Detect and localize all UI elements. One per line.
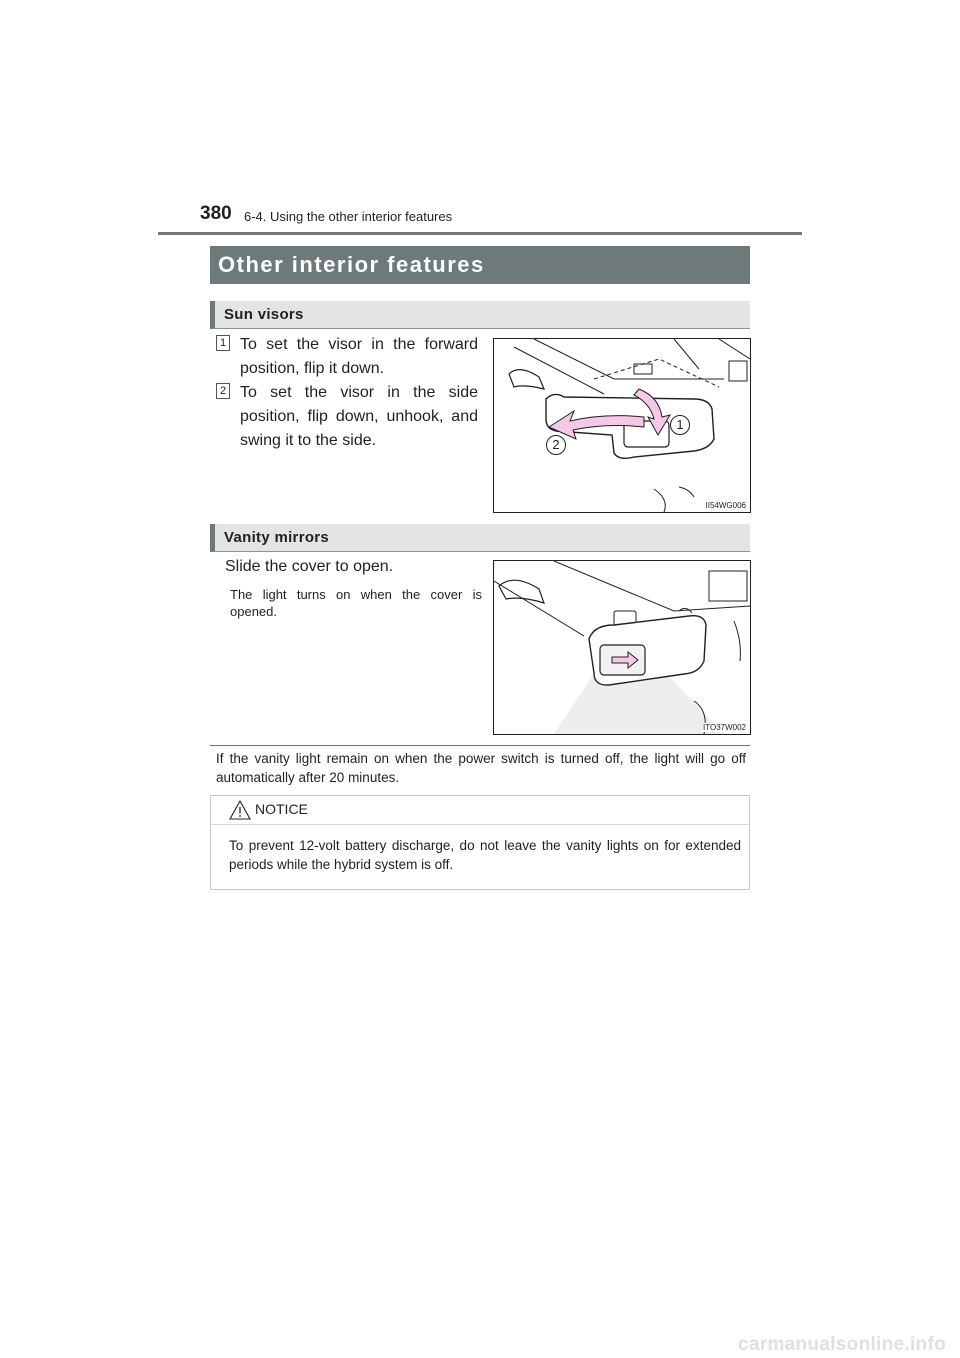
step-number-2: 2 [216, 383, 230, 399]
vanity-mirror-illustration [493, 560, 751, 735]
sun-visor-step-1 [216, 333, 478, 381]
header-divider [158, 232, 802, 235]
notice-title: NOTICE [255, 801, 308, 817]
notice-body: To prevent 12-volt battery discharge, do not leave the vanity lights on for extended periods while the hybrid system is off. [229, 838, 741, 872]
vanity-instruction: Slide the cover to open. [225, 558, 394, 575]
page-title: Other interior features [210, 246, 750, 284]
notice-box [210, 795, 750, 890]
notice-header [211, 796, 749, 825]
figure-code: ITO37W002 [703, 723, 746, 732]
note-divider [210, 745, 750, 746]
watermark: carmanualsonline.info [738, 1334, 946, 1355]
sun-visor-drawing [494, 339, 750, 512]
sun-visors-heading: Sun visors [210, 301, 750, 329]
step-text-1: To set the visor in the forward position, flip it down. [240, 336, 478, 377]
callout-2: 2 [546, 435, 566, 455]
vanity-detail: The light turns on when the cover is opened. [230, 587, 482, 619]
step-number-1: 1 [216, 335, 230, 351]
vanity-mirrors-heading: Vanity mirrors [210, 524, 750, 552]
sun-visor-illustration [493, 338, 751, 513]
warning-triangle-icon [229, 800, 251, 820]
page-number: 380 [200, 203, 232, 224]
step-text-2: To set the visor in the side position, flip down, unhook, and swing it to the side. [240, 384, 478, 449]
sun-visor-step-2 [216, 381, 478, 453]
callout-1: 1 [670, 415, 690, 435]
figure-code: II54WG006 [705, 501, 746, 510]
section-breadcrumb: 6-4. Using the other interior features [244, 209, 453, 224]
vanity-mirror-drawing [494, 561, 750, 734]
vanity-light-note: If the vanity light remain on when the power switch is turned off, the light will go off automatically after 20 minutes. [216, 751, 746, 785]
